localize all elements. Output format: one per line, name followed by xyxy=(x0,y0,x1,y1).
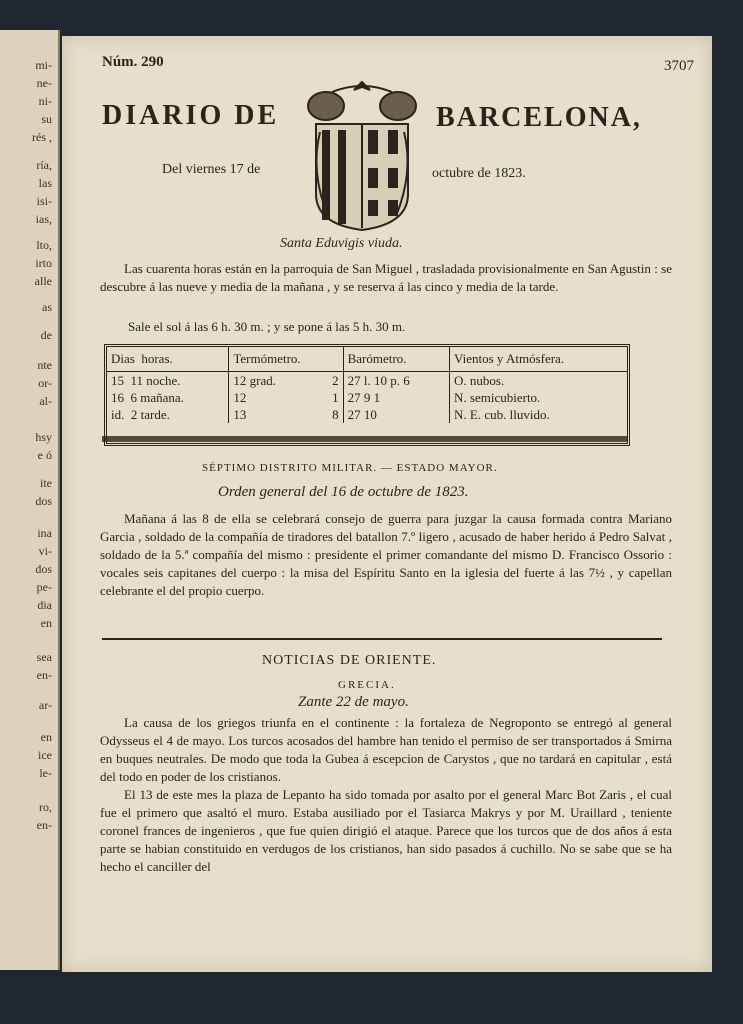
news-body xyxy=(100,714,672,876)
facing-page-fragment: ro, xyxy=(39,800,52,814)
news-country: GRECIA. xyxy=(338,679,396,691)
news-paragraph: El 13 de este mes la plaza de Lepanto ha sido tomada por asalto por el general Marc Bot Zaris , el cual fue el primero que asaltó el muro. Estaba ausiliado por el Tasiarca Makrys y por M. Uraillard , teniente coronel frances de ingenieros , que fue quien dirigió el ataque. Parece que los turcos que de dos años á esta parte se habian constituido en verdugos de los cristianos, han sido pasados á cuchillo. No se sabe que se ha hecho el canciller del xyxy=(100,787,672,874)
table-row: id. 2 tarde. 13 8 27 10 N. E. cub. lluvido. xyxy=(107,406,627,423)
facing-page-fragment: pe- xyxy=(36,580,52,594)
facing-page-fragment: isi- xyxy=(36,194,52,208)
news-paragraph: La causa de los griegos triunfa en el continente : la fortaleza de Negroponto se entregó al general Odysseus el 4 de mayo. Los turcos acosados del hambre han tenido el permiso de ser transportados á Smirna en buques neutrales. De modo que toda la Gubea á escepcion de Carystos , que no tardará en capitular , está del todo en poder de los cristianos. xyxy=(100,715,672,784)
facing-page-fragment: hsy xyxy=(35,430,52,444)
facing-page-fragment: irto xyxy=(35,256,52,270)
facing-page-fragment: ias, xyxy=(35,212,52,226)
sunrise-sunset: Sale el sol á las 6 h. 30 m. ; y se pone á las 5 h. 30 m. xyxy=(128,319,406,334)
table-bottom-rule xyxy=(102,436,628,442)
issue-number: Núm. 290 xyxy=(102,54,164,70)
newspaper-page xyxy=(62,36,712,972)
facing-page-fragment: dos xyxy=(35,562,52,576)
page-number: 3707 xyxy=(664,58,694,74)
facing-page-fragment: ar- xyxy=(38,698,52,712)
facing-page-fragment: ne- xyxy=(36,76,52,90)
facing-page-fragment: ite xyxy=(40,476,52,490)
table-header: Barómetro. xyxy=(343,347,449,372)
facing-page-fragment: nte xyxy=(37,358,52,372)
facing-page-fragment: rés , xyxy=(32,130,52,144)
barcelona-coat-of-arms-icon xyxy=(302,72,422,234)
weather-table xyxy=(104,344,630,446)
table-header: Dias horas. xyxy=(107,347,229,372)
masthead-right: BARCELONA, xyxy=(436,102,642,133)
facing-page-fragment: en- xyxy=(36,818,52,832)
facing-page-fragment: alle xyxy=(34,274,52,288)
masthead-left: DIARIO DE xyxy=(102,100,280,131)
section-divider xyxy=(102,638,662,640)
facing-page-fragment: en xyxy=(40,616,52,630)
facing-page-fragment: vi- xyxy=(38,544,52,558)
facing-page-fragment: e ó xyxy=(37,448,52,462)
facing-page-edge xyxy=(0,30,60,970)
facing-page-fragment: en- xyxy=(36,668,52,682)
table-row: 16 6 mañana. 12 1 27 9 1 N. semicubierto. xyxy=(107,389,627,406)
date-left: Del viernes 17 de xyxy=(162,162,261,177)
facing-page-fragment: dos xyxy=(35,494,52,508)
news-heading: NOTICIAS DE ORIENTE. xyxy=(262,653,437,668)
facing-page-fragment: mi- xyxy=(35,58,52,72)
saint-of-the-day: Santa Eduvigis viuda. xyxy=(280,236,403,251)
facing-page-fragment: las xyxy=(38,176,52,190)
forty-hours-notice: Las cuarenta horas están en la parroquia de San Miguel , trasladada provisionalmente en San Agustin : se descubre á las nueve y media de la mañana , y se reserva á las cinco y media de la tarde. xyxy=(100,261,672,294)
general-order-title: Orden general del 16 de octubre de 1823. xyxy=(218,484,469,500)
facing-page-fragment: ice xyxy=(38,748,52,762)
facing-page-fragment: ina xyxy=(37,526,52,540)
facing-page-fragment: as xyxy=(42,300,52,314)
facing-page-fragment: en xyxy=(40,730,52,744)
table-row: 15 11 noche. 12 grad. 2 27 l. 10 p. 6 O. nubos. xyxy=(107,372,627,390)
date-right: octubre de 1823. xyxy=(432,166,526,181)
facing-page-fragment: lto, xyxy=(36,238,52,252)
news-dateline: Zante 22 de mayo. xyxy=(298,694,409,710)
facing-page-fragment: dia xyxy=(37,598,52,612)
facing-page-fragment: su xyxy=(41,112,52,126)
table-header: Vientos y Atmósfera. xyxy=(450,347,627,372)
facing-page-fragment: ni- xyxy=(38,94,52,108)
facing-page-fragment: al- xyxy=(39,394,52,408)
military-district-heading: SÉPTIMO DISTRITO MILITAR. — ESTADO MAYOR. xyxy=(202,462,498,474)
table-header: Termómetro. xyxy=(229,347,343,372)
facing-page-fragment: or- xyxy=(38,376,52,390)
facing-page-fragment: le- xyxy=(39,766,52,780)
facing-page-fragment: de xyxy=(40,328,52,342)
facing-page-fragment: ría, xyxy=(36,158,52,172)
facing-page-fragment: sea xyxy=(36,650,52,664)
general-order-body: Mañana á las 8 de ella se celebrará consejo de guerra para juzgar la causa formada contra Mariano Garcia , soldado de la compañía de tiradores del batallon 7.º ligero , acusado de haber herido á Pedro Salvat , soldado de la 5.ª compañía del mismo : presidente el primer comandante del mismo D. Francisco Ossorio : vocales seis capitanes del cuerpo : la misa del Espíritu Santo en la iglesia del fuerte á las 7½ , y capellan celebrante el del propio cuerpo. xyxy=(100,511,672,598)
